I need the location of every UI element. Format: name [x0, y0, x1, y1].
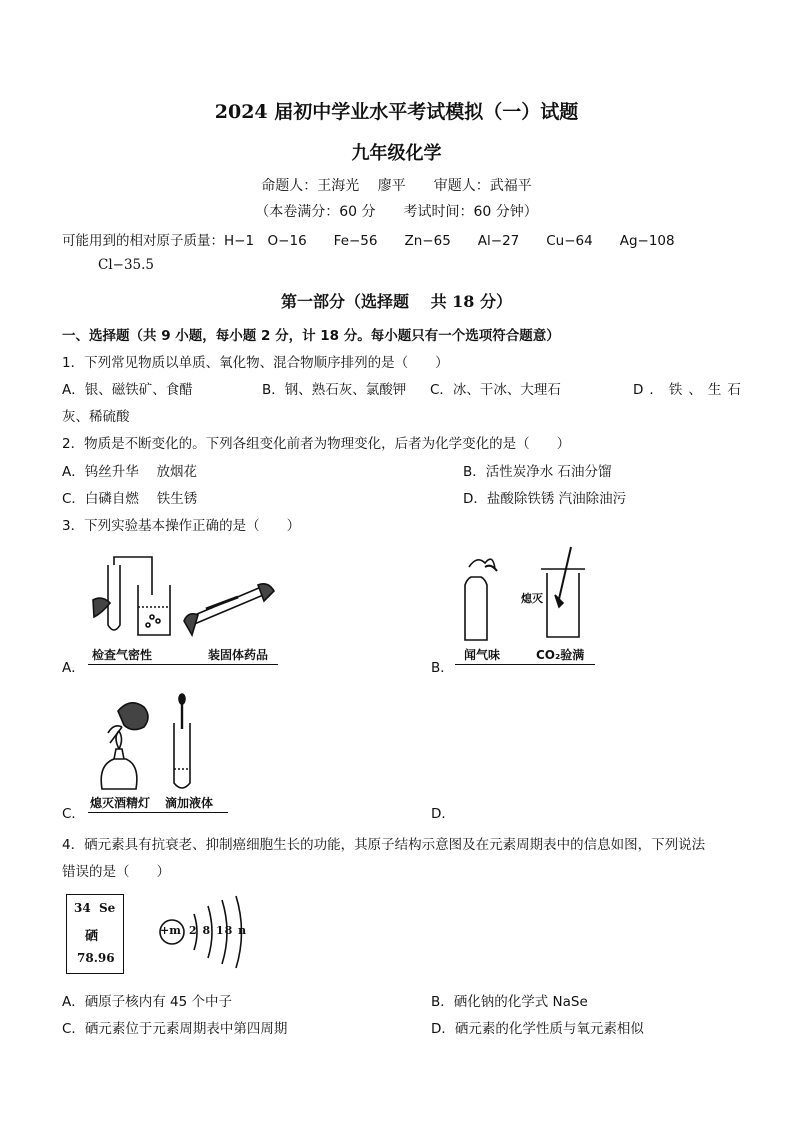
q3-fig-b-label-2: CO₂验满: [536, 648, 585, 662]
atomic-mass-line-2: Cl−35.5: [98, 257, 155, 273]
q1-option-d-cont: 灰、稀硫酸: [62, 409, 130, 425]
q3-figure-a: [88, 555, 288, 655]
q3-fig-b-baseline: [455, 664, 595, 665]
exam-authors: 命题人：王海光 廖平 审题人：武福平: [261, 178, 532, 194]
q3-fig-b-label-1: 闻气味: [464, 648, 501, 662]
q2-option-c: C．白磷自燃 铁生锈: [62, 491, 198, 507]
q2-option-a: A．钨丝升华 放烟花: [62, 464, 198, 480]
q1-stem: 1．下列常见物质以单质、氧化物、混合物顺序排列的是（ ）: [62, 355, 449, 371]
element-symbol: Se: [99, 901, 116, 915]
element-number: 34: [74, 901, 91, 915]
q3-stem: 3．下列实验基本操作正确的是（ ）: [62, 518, 301, 534]
q1-option-d: D．铁、生石: [633, 382, 747, 398]
q3-fig-c-label-2: 滴加液体: [165, 796, 214, 810]
exam-subject: 九年级化学: [351, 143, 442, 164]
q3-option-b: B．: [431, 660, 454, 676]
q3-figure-c: [88, 693, 228, 793]
q4-option-a: A．硒原子核内有 45 个中子: [62, 994, 232, 1010]
q4-option-c: C．硒元素位于元素周期表中第四周期: [62, 1021, 288, 1037]
element-name: 硒: [85, 929, 99, 944]
section-instruction: 一、选择题（共 9 小题，每小题 2 分，计 18 分。每小题只有一个选项符合题意）: [62, 328, 560, 344]
exam-info: （本卷满分：60 分 考试时间：60 分钟）: [255, 204, 538, 220]
q1-option-a: A．银、磁铁矿、食醋: [62, 382, 193, 398]
q3-fig-c-baseline: [88, 812, 228, 813]
q3-option-a: A．: [62, 660, 85, 676]
atom-shells: 2 8 18 n: [189, 924, 248, 937]
q3-fig-a-baseline: [88, 664, 278, 665]
q3-fig-b-note: 熄灭: [521, 592, 543, 605]
atomic-mass-line-1: 可能用到的相对原子质量：H−1 O−16 Fe−56 Zn−65 Al−27 Cu−64 Ag−108: [62, 233, 675, 249]
q3-option-d: D．: [431, 806, 455, 822]
element-cell: [66, 894, 124, 974]
q2-stem: 2．物质是不断变化的。下列各组变化前者为物理变化，后者为化学变化的是（ ）: [62, 436, 571, 452]
q1-option-c: C．冰、干冰、大理石: [430, 382, 561, 398]
q4-option-b: B．硒化钠的化学式 NaSe: [431, 994, 588, 1010]
q2-option-d: D．盐酸除铁锈 汽油除油污: [463, 491, 627, 507]
section-title: 第一部分（选择题 共 18 分）: [281, 292, 512, 311]
atom-nucleus: +m: [160, 924, 181, 937]
q1-option-b: B．钢、熟石灰、氯酸钾: [262, 382, 407, 398]
q3-fig-a-label-2: 装固体药品: [208, 648, 269, 662]
q2-option-b: B．活性炭净水 石油分馏: [463, 464, 612, 480]
q4-option-d: D．硒元素的化学性质与氧元素相似: [431, 1021, 644, 1037]
q3-fig-c-label-1: 熄灭酒精灯: [90, 796, 151, 810]
q3-fig-a-label-1: 检查气密性: [92, 648, 153, 662]
q4-stem-line-2: 错误的是（ ）: [62, 864, 170, 880]
q4-stem-line-1: 4．硒元素具有抗衰老、抑制癌细胞生长的功能，其原子结构示意图及在元素周期表中的信息如图，下列说法: [62, 837, 706, 853]
q3-option-c: C．: [62, 806, 85, 822]
exam-title: 2024 届初中学业水平考试模拟（一）试题: [214, 101, 579, 123]
element-mass: 78.96: [77, 951, 115, 965]
